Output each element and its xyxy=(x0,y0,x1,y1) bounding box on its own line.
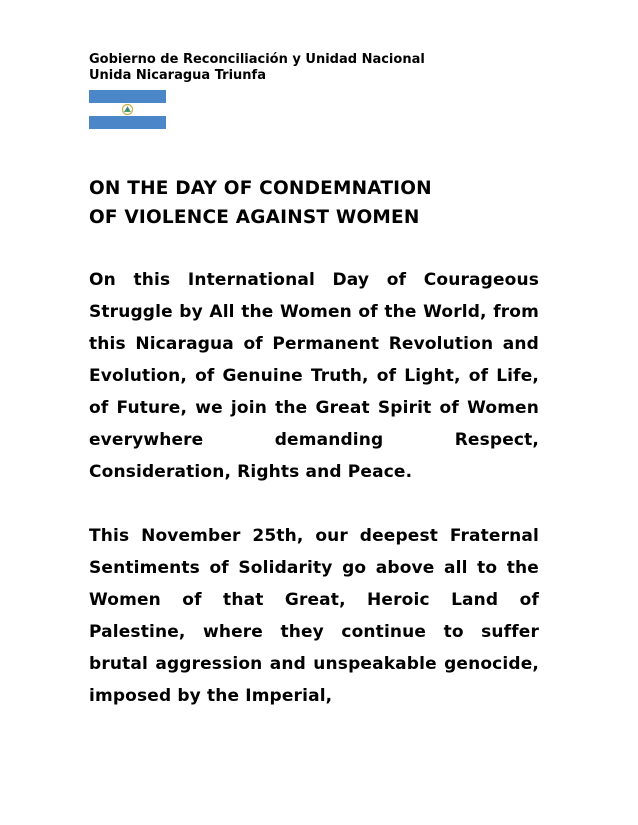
government-slogan: Unida Nicaragua Triunfa xyxy=(89,68,266,83)
title-line-2: OF VIOLENCE AGAINST WOMEN xyxy=(89,207,420,228)
government-name: Gobierno de Reconciliación y Unidad Nacional xyxy=(89,52,425,67)
paragraph-1: On this International Day of Courageous Struggle by All the Women of the World, from this Nicaragua of Permanent Revolution and Evolution, of Genuine Truth, of Light, of Life, of Future, we join the Great Spirit of Women everywhere demanding Respect, Consideration, Rights and Peace. xyxy=(89,270,539,482)
title-line-1: ON THE DAY OF CONDEMNATION xyxy=(89,178,432,199)
paragraph-2: This November 25th, our deepest Fraternal Sentiments of Solidarity go above all to the Women of that Great, Heroic Land of Palestine, where they continue to suffer brutal aggression and unspeakable genocide, imposed by the Imperial, xyxy=(89,526,539,706)
nicaragua-flag-icon xyxy=(89,90,166,129)
document-page xyxy=(89,52,539,712)
document-title xyxy=(89,174,539,232)
